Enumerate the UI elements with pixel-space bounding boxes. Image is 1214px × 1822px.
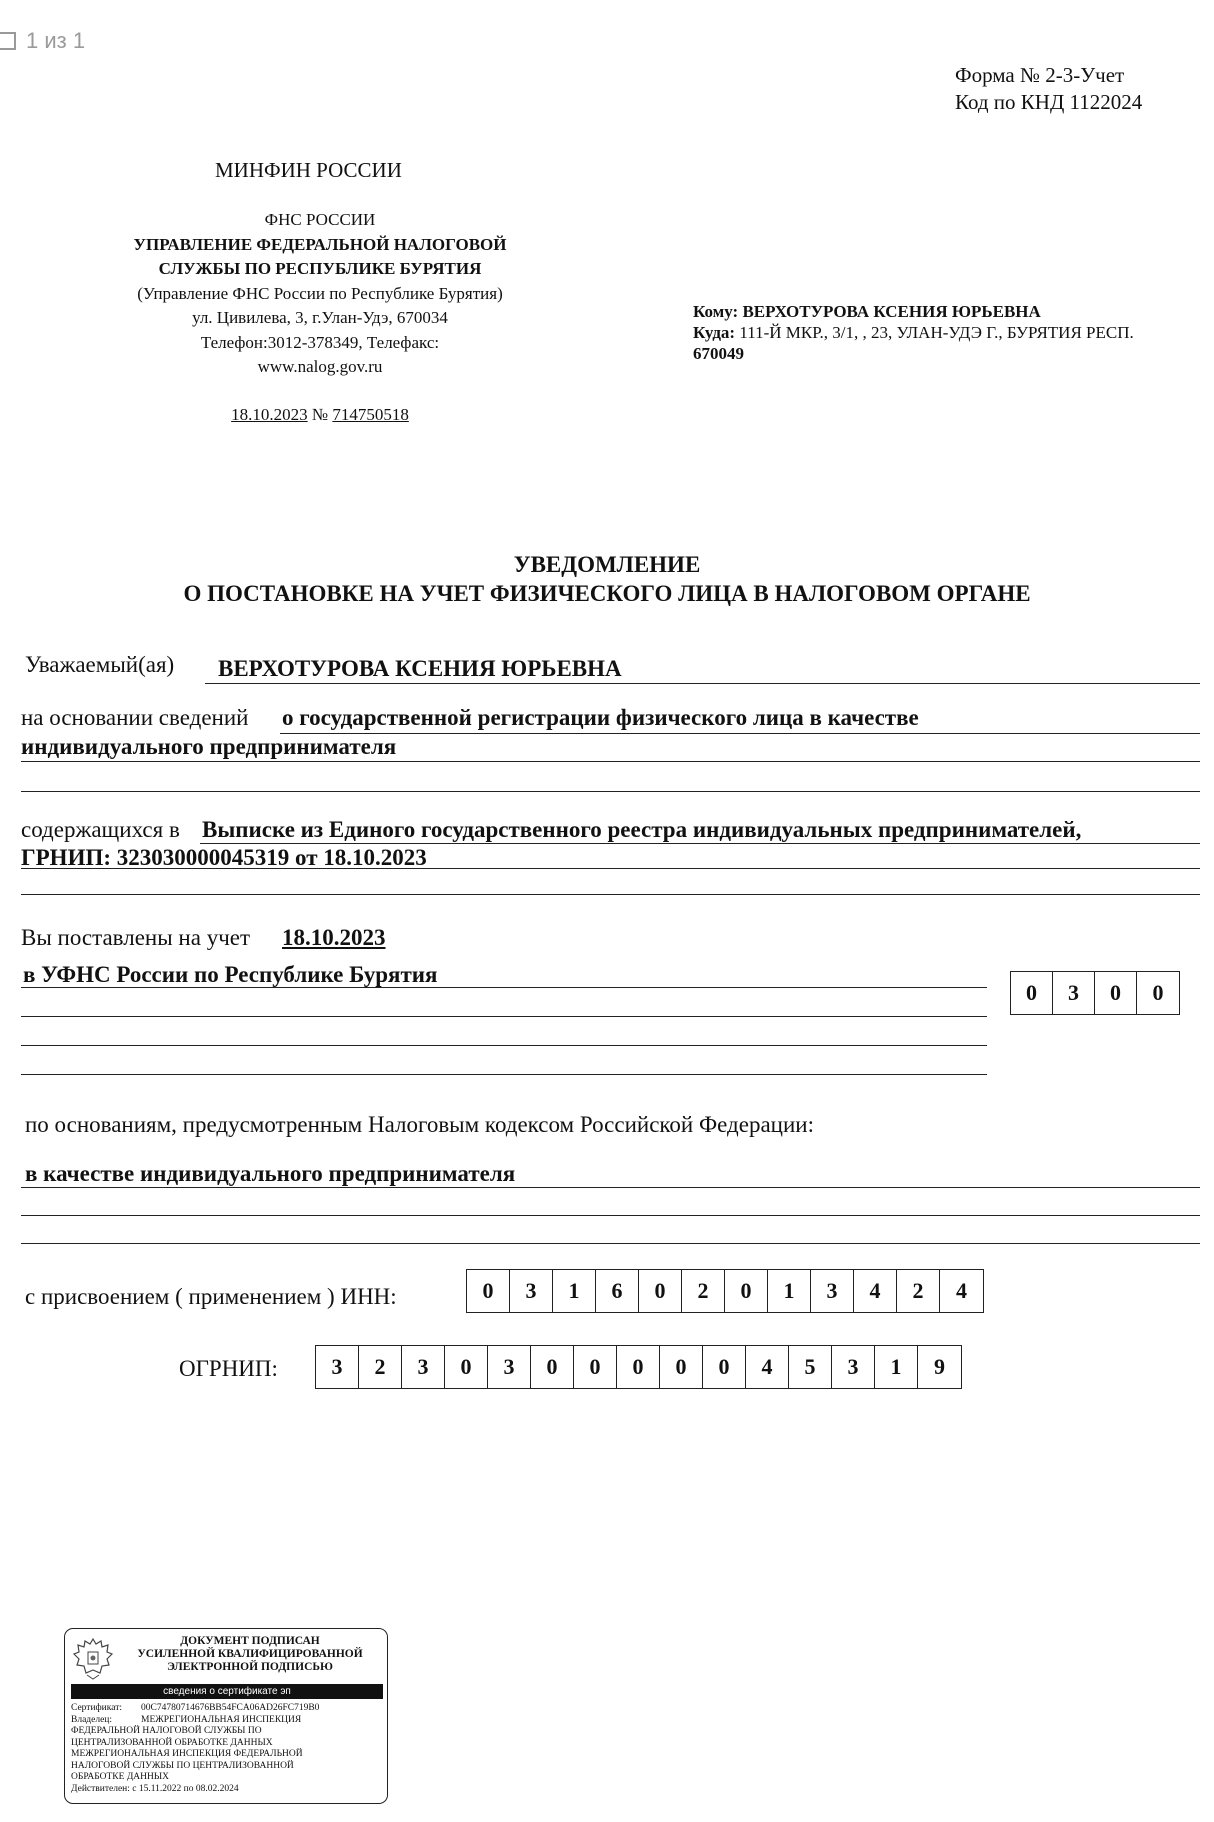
doc-number: 714750518	[332, 405, 409, 424]
grounds-underline-3	[21, 1243, 1200, 1244]
office-line-2: СЛУЖБЫ ПО РЕСПУБЛИКЕ БУРЯТИЯ	[158, 259, 482, 278]
to-label: Кому:	[693, 302, 739, 321]
agency: ФНС РОССИИ	[264, 210, 376, 229]
ogrnip-digit: 3	[316, 1346, 359, 1388]
greeting-label: Уважаемый(ая)	[25, 652, 175, 677]
to-name: ВЕРХОТУРОВА КСЕНИЯ ЮРЬЕВНА	[742, 302, 1041, 321]
authority-underline-1	[21, 987, 987, 988]
recipient-block	[693, 301, 1163, 364]
grounds-underline-2	[21, 1215, 1200, 1216]
page-icon	[0, 32, 16, 50]
stamp-bar: сведения о сертификате эп	[71, 1684, 383, 1699]
contained-underline-2	[21, 868, 1200, 869]
contained-line-1: Выписке из Единого государственного реестра индивидуальных предпринимателей,	[202, 817, 1082, 842]
basis-underline-1	[280, 733, 1200, 734]
ogrnip-digit: 0	[445, 1346, 488, 1388]
recipient-address: 111-Й МКР., 3/1, , 23, УЛАН-УДЭ Г., БУРЯТИЯ РЕСП.	[739, 323, 1134, 342]
inn-digit: 2	[682, 1270, 725, 1312]
title-line-1: УВЕДОМЛЕНИЕ	[513, 552, 701, 577]
owner-line-1: МЕЖРЕГИОНАЛЬНАЯ ИНСПЕКЦИЯ	[141, 1714, 302, 1725]
form-code-block	[955, 62, 1142, 116]
basis-line-1: о государственной регистрации физического лица в качестве	[282, 705, 919, 730]
coat-of-arms-icon	[72, 1635, 114, 1681]
ogrnip-digit: 0	[660, 1346, 703, 1388]
inn-label: с присвоением ( применением ) ИНН:	[25, 1284, 397, 1309]
authority-code-digit: 0	[1095, 972, 1137, 1014]
contained-underline-1	[200, 843, 1200, 844]
ogrnip-digit: 3	[402, 1346, 445, 1388]
ogrnip-digit: 0	[531, 1346, 574, 1388]
registered-label: Вы поставлены на учет	[21, 925, 251, 950]
office-website: www.nalog.gov.ru	[257, 357, 383, 376]
authority-code-cells	[1010, 971, 1180, 1015]
number-sign: №	[311, 405, 329, 424]
inn-digit: 1	[768, 1270, 811, 1312]
inn-digit: 0	[467, 1270, 510, 1312]
inn-digit: 1	[553, 1270, 596, 1312]
authority-code-digit: 3	[1053, 972, 1095, 1014]
owner-line-4: МЕЖРЕГИОНАЛЬНАЯ ИНСПЕКЦИЯ ФЕДЕРАЛЬНОЙ	[71, 1749, 303, 1759]
office-line-1: УПРАВЛЕНИЕ ФЕДЕРАЛЬНОЙ НАЛОГОВОЙ	[133, 234, 507, 254]
contained-line-2: ГРНИП: 323030000045319 от 18.10.2023	[21, 845, 427, 870]
ogrnip-digit: 4	[746, 1346, 789, 1388]
doc-date: 18.10.2023	[231, 405, 308, 424]
recipient-postcode: 670049	[693, 344, 744, 363]
title-line-2: О ПОСТАНОВКЕ НА УЧЕТ ФИЗИЧЕСКОГО ЛИЦА В НАЛОГОВОМ ОРГАНЕ	[183, 581, 1031, 606]
inn-digit: 0	[725, 1270, 768, 1312]
basis-line-2: индивидуального предпринимателя	[21, 734, 397, 759]
grounds-underline-1	[21, 1187, 1200, 1188]
inn-digit: 4	[854, 1270, 897, 1312]
page-indicator-text: 1 из 1	[26, 28, 86, 53]
e-signature-stamp	[64, 1628, 388, 1804]
tax-authority: в УФНС России по Республике Бурятия	[23, 962, 438, 987]
grounds-value: в качестве индивидуального предпринимателя	[25, 1161, 516, 1186]
ogrnip-digit: 1	[875, 1346, 918, 1388]
contained-label: содержащихся в	[21, 817, 180, 842]
grounds-label: по основаниям, предусмотренным Налоговым кодексом Российской Федерации:	[25, 1112, 814, 1137]
certificate-label: Сертификат:	[71, 1703, 123, 1713]
ogrnip-digit: 2	[359, 1346, 402, 1388]
stamp-heading-1: ДОКУМЕНТ ПОДПИСАН	[180, 1635, 320, 1647]
ogrnip-digit: 0	[574, 1346, 617, 1388]
greeting-underline	[205, 683, 1200, 684]
inn-cells	[466, 1269, 984, 1313]
authority-underline-2	[21, 1016, 987, 1017]
page-indicator[interactable]	[0, 28, 85, 54]
office-phone: Телефон:3012-378349, Телефакс:	[200, 332, 440, 352]
inn-digit: 2	[897, 1270, 940, 1312]
stamp-heading-2: УСИЛЕННОЙ КВАЛИФИЦИРОВАННОЙ	[137, 1648, 363, 1660]
valid-period: Действителен: с 15.11.2022 по 08.02.2024	[71, 1783, 239, 1794]
inn-digit: 3	[510, 1270, 553, 1312]
certificate-value: 00C74780714676BB54FCA06AD26FC719B0	[141, 1703, 320, 1713]
ogrnip-digit: 0	[703, 1346, 746, 1388]
stamp-heading	[117, 1635, 383, 1674]
ogrnip-digit: 3	[488, 1346, 531, 1388]
authority-underline-3	[21, 1045, 987, 1046]
contained-underline-3	[21, 894, 1200, 895]
owner-line-6: ОБРАБОТКЕ ДАННЫХ	[71, 1772, 170, 1782]
inn-digit: 6	[596, 1270, 639, 1312]
ogrnip-label: ОГРНИП:	[179, 1356, 278, 1381]
basis-underline-3	[21, 791, 1200, 792]
office-short: (Управление ФНС России по Республике Бурятия)	[137, 283, 503, 303]
basis-label: на основании сведений	[21, 705, 249, 730]
doc-date-number	[90, 405, 550, 425]
notice-title	[0, 550, 1214, 608]
authority-code-digit: 0	[1011, 972, 1053, 1014]
stamp-heading-3: ЭЛЕКТРОННОЙ ПОДПИСЬЮ	[167, 1661, 333, 1673]
owner-line-3: ЦЕНТРАЛИЗОВАННОЙ ОБРАБОТКЕ ДАННЫХ	[71, 1737, 273, 1748]
where-label: Куда:	[693, 323, 736, 342]
owner-label: Владелец:	[71, 1714, 113, 1725]
authority-underline-4	[21, 1074, 987, 1075]
ogrnip-digit: 0	[617, 1346, 660, 1388]
authority-code-digit: 0	[1152, 980, 1164, 1005]
owner-line-5: НАЛОГОВОЙ СЛУЖБЫ ПО ЦЕНТРАЛИЗОВАННОЙ	[71, 1760, 294, 1771]
ogrnip-digit: 9	[934, 1354, 945, 1379]
inn-digit: 0	[639, 1270, 682, 1312]
knd-code: Код по КНД 1122024	[955, 90, 1143, 114]
owner-line-2: ФЕДЕРАЛЬНОЙ НАЛОГОВОЙ СЛУЖБЫ ПО	[71, 1726, 262, 1736]
ogrnip-digit: 5	[789, 1346, 832, 1388]
ogrnip-digit: 3	[832, 1346, 875, 1388]
basis-underline-2	[21, 761, 1200, 762]
form-number: Форма № 2-3-Учет	[955, 63, 1125, 87]
tax-office-block	[90, 208, 550, 380]
office-address: ул. Цивилева, 3, г.Улан-Удэ, 670034	[192, 308, 448, 327]
inn-digit: 4	[956, 1278, 967, 1303]
ogrnip-cells	[315, 1345, 962, 1389]
stamp-info	[71, 1703, 383, 1795]
ministry: МИНФИН РОССИИ	[215, 158, 402, 182]
registered-date: 18.10.2023	[282, 925, 386, 950]
inn-digit: 3	[811, 1270, 854, 1312]
greeting-name: ВЕРХОТУРОВА КСЕНИЯ ЮРЬЕВНА	[218, 656, 622, 681]
